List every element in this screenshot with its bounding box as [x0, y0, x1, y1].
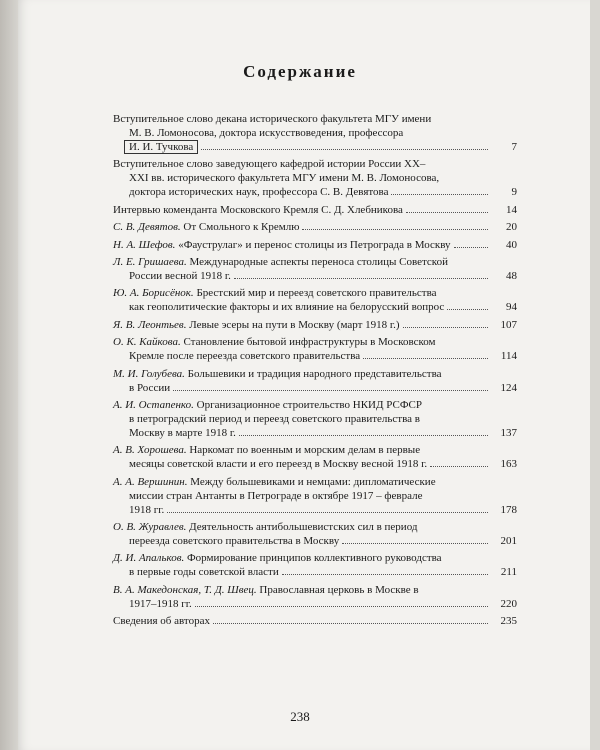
toc-entry [113, 398, 517, 440]
toc-entry-title: Вступительное слово заведующего кафедрой истории России XX– [113, 158, 426, 171]
dot-leader [201, 149, 488, 150]
toc-entry [113, 255, 517, 283]
toc-entry-title: Международные аспекты переноса столицы Советской [189, 255, 448, 268]
toc-author: Н. А. Шефов. [113, 238, 179, 251]
toc-entry-title: Между большевиками и немцами: дипломатические [190, 475, 436, 488]
toc-entry-line [113, 520, 491, 534]
toc-entry [113, 220, 517, 234]
dot-leader [167, 512, 488, 513]
toc-page-number: 9 [511, 186, 517, 199]
toc-page-number: 14 [506, 203, 517, 216]
toc-entry-title: в петроградский период и переезд советского правительства в [129, 412, 420, 425]
toc-page-number: 7 [511, 141, 517, 153]
toc-entry [113, 203, 517, 217]
toc-entry-last-line [113, 318, 491, 332]
toc-page-number: 124 [500, 381, 517, 394]
dot-leader [302, 229, 488, 230]
toc-entry-title: Большевики и традиция народного представительства [187, 367, 442, 380]
toc-page-number: 48 [506, 269, 517, 282]
toc-entry-line [113, 335, 491, 349]
toc-entry-line [113, 367, 491, 381]
toc-entry-last-line [113, 269, 491, 283]
toc-entry-title: месяцы советской власти и его переезд в Москву весной 1918 г. [129, 458, 428, 471]
toc-page-number: 107 [500, 318, 517, 331]
dot-leader [195, 606, 488, 607]
toc-entry-title: доктора исторических наук, профессора С. В. Девятова [129, 186, 389, 199]
toc-author: А. В. Хорошева. [113, 444, 190, 457]
toc-entry-title: миссии стран Антанты в Петрограде в октябре 1917 – феврале [129, 489, 423, 502]
toc-entry-title: в России [129, 381, 171, 394]
dot-leader [239, 435, 488, 436]
toc-entry-last-line [113, 565, 491, 579]
toc-author: О. В. Журавлев. [113, 521, 190, 534]
toc-author: В. А. Македонская, Т. Д. Швец. [113, 583, 260, 596]
toc-entry-last-line [113, 220, 491, 234]
toc-entry-title: И. И. Тучкова [124, 140, 198, 154]
dot-leader [234, 278, 488, 279]
toc-entry-title: Православная церковь в Москве в [259, 583, 419, 596]
toc-entry [113, 112, 517, 154]
table-of-contents [113, 112, 517, 632]
toc-entry-line [113, 475, 491, 489]
dot-leader [406, 212, 488, 213]
toc-author: Ю. А. Борисёнок. [113, 287, 197, 300]
toc-entry-last-line [113, 381, 491, 395]
toc-entry-title: Сведения об авторах [113, 615, 210, 628]
toc-title: Содержание [243, 62, 357, 81]
toc-entry-line [113, 489, 491, 503]
toc-entry-title: как геополитические факторы и их влияние на белорусский вопрос [129, 301, 445, 314]
toc-entry-last-line [113, 300, 491, 314]
toc-entry [113, 286, 517, 314]
toc-entry-title: Брестский мир и переезд советского правительства [196, 287, 437, 300]
toc-page-number: 178 [500, 503, 517, 516]
dot-leader [173, 390, 488, 391]
toc-page-number: 114 [500, 350, 517, 363]
dot-leader [342, 543, 488, 544]
toc-entry-last-line [113, 614, 491, 628]
toc-entry-title: От Смольного к Кремлю [183, 221, 300, 234]
toc-entry-title: Москву в марте 1918 г. [129, 426, 236, 439]
toc-entry-last-line [113, 426, 491, 440]
toc-entry-last-line [113, 597, 491, 611]
toc-page-number: 94 [506, 301, 517, 314]
toc-author: Л. Е. Гришаева. [113, 255, 190, 268]
toc-entry-title: Организационное строительство НКИД РСФСР [196, 398, 422, 411]
toc-entry [113, 551, 517, 579]
toc-entry-last-line [113, 534, 491, 548]
toc-entry-line [113, 171, 491, 185]
toc-page-number: 211 [500, 566, 517, 579]
toc-entry-title: XXI вв. исторического факультета МГУ имени М. В. Ломоносова, [129, 172, 440, 185]
toc-entry-title: Становление бытовой инфраструктуры в Московском [183, 336, 436, 349]
toc-entry-title: Наркомат по военным и морским делам в первые [189, 444, 421, 457]
toc-entry-last-line [113, 185, 491, 199]
toc-page-number: 137 [500, 426, 517, 439]
toc-author: М. И. Голубева. [113, 367, 188, 380]
toc-entry [113, 443, 517, 471]
toc-entry-line [113, 443, 491, 457]
dot-leader [430, 466, 488, 467]
toc-author: А. И. Остапенко. [113, 398, 197, 411]
toc-entry [113, 318, 517, 332]
toc-entry-line [113, 112, 491, 126]
dot-leader [282, 574, 488, 575]
toc-author: С. В. Девятов. [113, 221, 184, 234]
toc-author: Я. В. Леонтьев. [113, 318, 190, 331]
toc-entry [113, 238, 517, 252]
toc-entry-last-line [113, 238, 491, 252]
dot-leader [363, 358, 488, 359]
toc-entry [113, 157, 517, 199]
dot-leader [447, 309, 488, 310]
dot-leader [391, 194, 488, 195]
toc-entry [113, 335, 517, 363]
toc-entry-title: Формирование принципов коллективного руководства [186, 552, 442, 565]
toc-entry [113, 614, 517, 628]
dot-leader [454, 247, 488, 248]
toc-entry-last-line [113, 203, 491, 217]
toc-entry-title: в первые годы советской власти [129, 566, 279, 579]
toc-entry-line [113, 551, 491, 565]
toc-page-number: 201 [500, 535, 517, 548]
toc-entry-line [113, 412, 491, 426]
toc-entry-last-line [113, 140, 491, 154]
toc-author: А. А. Вершинин. [113, 475, 191, 488]
toc-entry-title: России весной 1918 г. [129, 269, 231, 282]
toc-author: Д. И. Апальков. [113, 552, 187, 565]
toc-entry-line [113, 255, 491, 269]
toc-entry-line [113, 286, 491, 300]
toc-entry-line [113, 398, 491, 412]
toc-entry-title: 1918 гг. [129, 503, 165, 516]
toc-author: О. К. Кайкова. [113, 336, 184, 349]
toc-entry-title: 1917–1918 гг. [129, 597, 192, 610]
toc-entry-title: Кремле после переезда советского правительства [129, 350, 361, 363]
toc-entry [113, 367, 517, 395]
toc-entry [113, 583, 517, 611]
toc-page-number: 40 [506, 238, 517, 251]
toc-entry-title: Левые эсеры на пути в Москву (март 1918 г.) [189, 318, 400, 331]
toc-page-number: 235 [500, 615, 517, 628]
toc-entry-title: М. В. Ломоносова, доктора искусствоведения, профессора [129, 127, 404, 139]
toc-entry-last-line [113, 349, 491, 363]
toc-entry-title: Вступительное слово декана исторического факультета МГУ имени [113, 113, 432, 125]
toc-entry [113, 475, 517, 517]
toc-entry-title: «Фауструлаг» и перенос столицы из Петрограда в Москву [178, 238, 451, 251]
dot-leader [403, 327, 488, 328]
dot-leader [213, 623, 488, 624]
toc-entry-line [113, 583, 491, 597]
book-spine-shadow [0, 0, 18, 750]
toc-entry-last-line [113, 503, 491, 517]
toc-entry [113, 520, 517, 548]
toc-page-number: 20 [506, 221, 517, 234]
toc-entry-title: Интервью коменданта Московского Кремля С. Д. Хлебникова [113, 203, 403, 216]
toc-page-number: 220 [500, 597, 517, 610]
toc-entry-line [113, 157, 491, 171]
toc-entry-title: переезда советского правительства в Москву [129, 535, 340, 548]
toc-entry-title: Деятельность антибольшевистских сил в период [189, 521, 418, 534]
toc-entry-line [113, 126, 491, 140]
page-number: 238 [290, 709, 310, 724]
toc-entry-last-line [113, 457, 491, 471]
toc-page-number: 163 [500, 458, 517, 471]
